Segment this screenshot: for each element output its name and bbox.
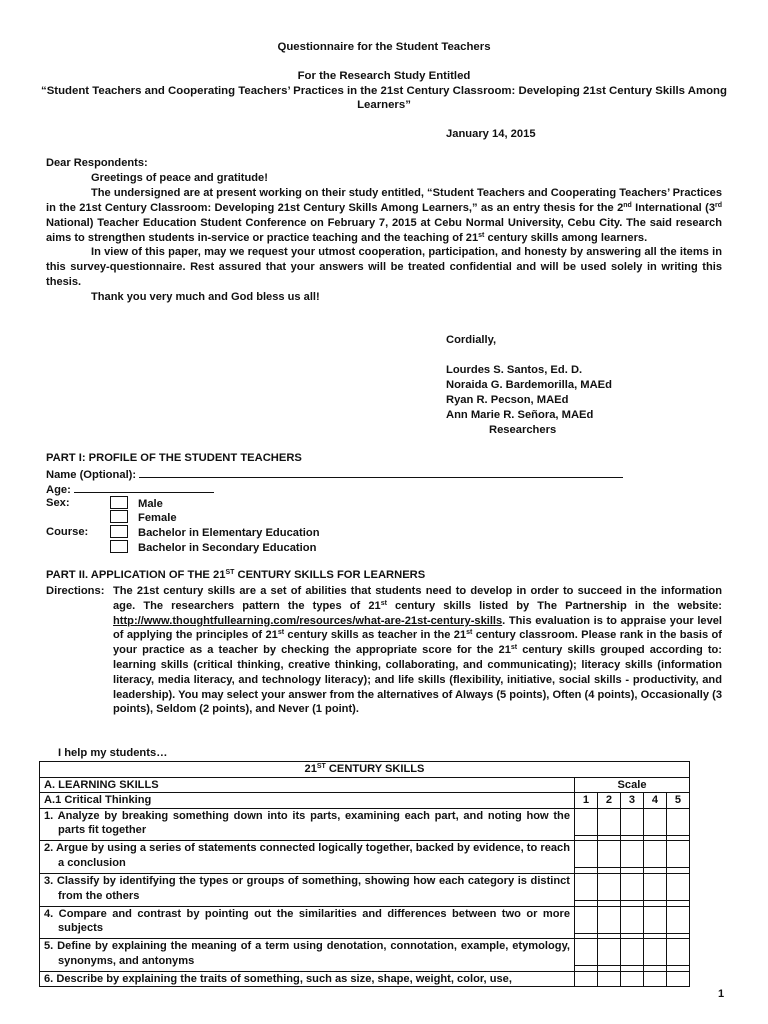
skill-item: 4. Compare and contrast by pointing out the similarities and differences between two or more subjects: [40, 906, 575, 939]
score-cell[interactable]: [575, 971, 598, 987]
checkbox[interactable]: [110, 525, 128, 538]
score-cell[interactable]: [575, 939, 598, 972]
course-option-secondary[interactable]: Bachelor in Secondary Education: [110, 540, 316, 556]
score-cell[interactable]: [621, 841, 644, 874]
name-field[interactable]: [139, 466, 623, 478]
score-cell[interactable]: [644, 939, 667, 972]
score-cell[interactable]: [644, 906, 667, 939]
score-cell[interactable]: [575, 841, 598, 874]
signature-block: [446, 333, 612, 438]
letter-date: January 14, 2015: [446, 128, 536, 140]
score-cell[interactable]: [644, 873, 667, 906]
letter-paragraph-3: Thank you very much and God bless us all!: [91, 291, 320, 304]
skill-item: 6. Describe by explaining the traits of something, such as size, shape, weight, color, use,: [40, 971, 575, 987]
study-line: For the Research Study Entitled: [297, 70, 471, 82]
skill-item: 3. Classify by identifying the types or groups of something, showing how each category is distinct from the others: [40, 873, 575, 906]
table-row: [40, 873, 690, 906]
checkbox[interactable]: [110, 510, 128, 523]
score-cell[interactable]: [644, 841, 667, 874]
researcher-name: Ryan R. Pecson, MAEd: [446, 394, 569, 406]
table-row: [40, 939, 690, 972]
score-cell[interactable]: [621, 873, 644, 906]
age-field[interactable]: [74, 481, 214, 493]
score-cell[interactable]: [575, 873, 598, 906]
sex-option-male[interactable]: Male: [110, 496, 163, 512]
table-row: [40, 841, 690, 874]
score-cell[interactable]: [598, 841, 621, 874]
reference-link[interactable]: http://www.thoughtfullearning.com/resources/what-are-21st-century-skills: [113, 614, 503, 627]
letter-paragraph-1: The undersigned are at present working on their study entitled, “Student Teachers and Cooperating Teachers’ Practices in the 21st Century Classroom: Developing 21st Century Skills Among Learners,” as an entry thesis for the 2nd International (3rd National) Teacher Education Student Conference on February 7, 2015 at Cebu Normal University, Cebu City. The said research aims to strengthen students in-service or practice teaching and the teaching of 21st century skills among learners.: [46, 186, 722, 244]
course-option-elementary[interactable]: Bachelor in Elementary Education: [110, 525, 320, 541]
section-row: [40, 777, 690, 793]
table-intro: I help my students…: [58, 747, 168, 759]
table-title-row: [40, 762, 690, 778]
score-cell[interactable]: [575, 808, 598, 841]
study-title: “Student Teachers and Cooperating Teachers’ Practices in the 21st Century Classroom: Developing 21st Century Skills Among Learners”: [41, 84, 727, 112]
checkbox[interactable]: [110, 496, 128, 509]
score-cell[interactable]: [644, 808, 667, 841]
age-label: Age:: [46, 484, 71, 496]
score-cell[interactable]: [598, 971, 621, 987]
salutation: Dear Respondents:: [46, 157, 148, 169]
name-label: Name (Optional):: [46, 469, 137, 481]
part1-heading: PART I: PROFILE OF THE STUDENT TEACHERS: [46, 452, 302, 464]
score-cell[interactable]: [598, 939, 621, 972]
subsection-row: [40, 793, 690, 809]
page-number: 1: [718, 988, 725, 1000]
score-cell[interactable]: [667, 906, 690, 939]
scale-label: Scale: [575, 777, 690, 793]
score-cell[interactable]: [667, 841, 690, 874]
checkbox[interactable]: [110, 540, 128, 553]
score-cell[interactable]: [598, 873, 621, 906]
score-cell[interactable]: [621, 906, 644, 939]
table-title: 21ST CENTURY SKILLS: [40, 762, 690, 778]
greeting: Greetings of peace and gratitude!: [91, 171, 268, 184]
study-heading: [40, 69, 728, 113]
table-row: [40, 906, 690, 939]
skills-table: [39, 761, 690, 987]
score-cell[interactable]: [667, 971, 690, 987]
cover-letter: [46, 156, 722, 305]
score-cell[interactable]: [621, 808, 644, 841]
scale-header: 1: [575, 793, 598, 809]
part2-heading: PART II. APPLICATION OF THE 21ST CENTURY SKILLS FOR LEARNERS: [46, 569, 426, 581]
directions-label: Directions:: [46, 585, 105, 597]
directions-text: The 21st century skills are a set of abilities that students need to develop in order to succeed in the information age. The researchers pattern the types of 21st century skills listed by The Partnership in the website: http://www.thoughtfullearning.com/resources/what-are-21st-century-skills. This evaluation is to appraise your level of applying the principles of 21st century skills as teacher in the 21st century classroom. Please rank in the basis of your practice as a teacher by checking the appropriate score for the 21st century skills grouped according to: learning skills (critical thinking, creative thinking, collaborating, and communicating); literacy skills (information literacy, media literacy, and technology literacy); and life skills (flexibility, initiative, social skills - productivity, and leadership). You may select your answer from the alternatives of Always (5 points), Often (4 points), Occasionally (3 points), Seldom (2 points), and Never (1 point).: [113, 585, 723, 716]
section-label: A. LEARNING SKILLS: [40, 777, 575, 793]
table-row: [40, 808, 690, 841]
skill-item: 1. Analyze by breaking something down into its parts, examining each part, and noting how the parts fit together: [40, 808, 575, 841]
score-cell[interactable]: [598, 906, 621, 939]
score-cell[interactable]: [598, 808, 621, 841]
score-cell[interactable]: [621, 939, 644, 972]
study-title-quote: “Student Teachers and Cooperating Teachers’ Practices in the 21st Century Classroom: Developing 21st Century Skills Among Learners,”: [46, 186, 722, 214]
skill-item: 5. Define by explaining the meaning of a term using denotation, connotation, example, etymology, synonyms, and antonyms: [40, 939, 575, 972]
score-cell[interactable]: [575, 906, 598, 939]
questionnaire-title: Questionnaire for the Student Teachers: [277, 41, 491, 53]
score-cell[interactable]: [644, 971, 667, 987]
score-cell[interactable]: [667, 873, 690, 906]
table-row: [40, 971, 690, 987]
sex-label: Sex:: [46, 497, 70, 509]
letter-paragraph-2: In view of this paper, may we request your utmost cooperation, participation, and honesty by answering all the items in this survey-questionnaire. Rest assured that your answers will be treated confidential and will be used solely in writing this thesis.: [46, 246, 722, 289]
closing: Cordially,: [446, 334, 497, 346]
researchers-role: Researchers: [489, 424, 557, 436]
scale-header: 4: [644, 793, 667, 809]
researcher-name: Lourdes S. Santos, Ed. D.: [446, 364, 583, 376]
researcher-name: Ann Marie R. Señora, MAEd: [446, 409, 594, 421]
scale-header: 5: [667, 793, 690, 809]
course-label: Course:: [46, 526, 89, 538]
sex-option-female[interactable]: Female: [110, 510, 177, 526]
score-cell[interactable]: [667, 808, 690, 841]
researcher-name: Noraida G. Bardemorilla, MAEd: [446, 379, 612, 391]
subsection-label: A.1 Critical Thinking: [40, 793, 575, 809]
score-cell[interactable]: [667, 939, 690, 972]
score-cell[interactable]: [621, 971, 644, 987]
scale-header: 2: [598, 793, 621, 809]
skill-item: 2. Argue by using a series of statements connected logically together, backed by evidence, to reach a conclusion: [40, 841, 575, 874]
scale-header: 3: [621, 793, 644, 809]
